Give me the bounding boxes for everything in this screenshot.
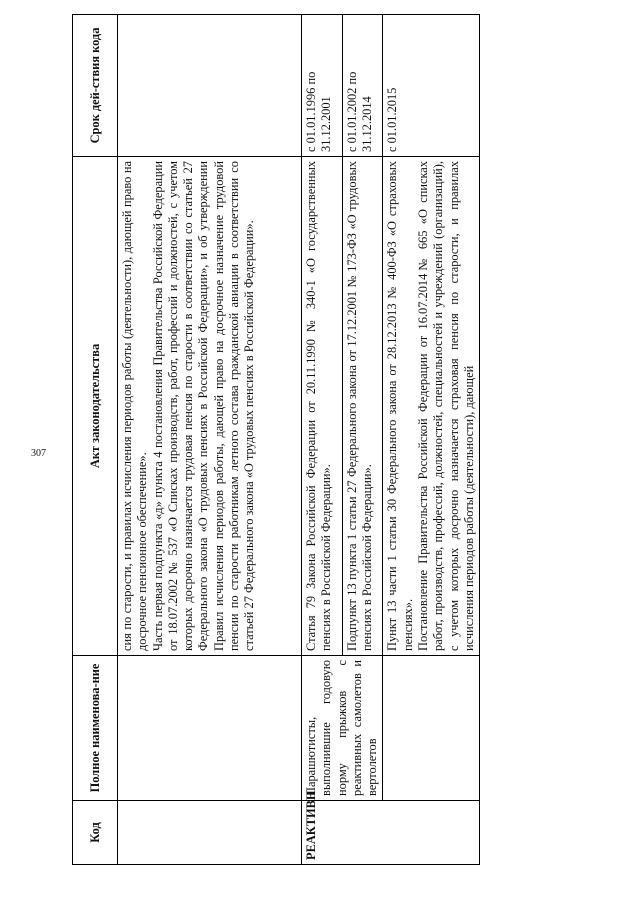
rotated-page <box>72 15 632 865</box>
legislation-table <box>72 14 480 865</box>
act-paragraph: Часть первая подпункта «д» пункта 4 постановления Правительства Российской Федерации от 18.07.2002 № 537 «О Списках производств, работ, профессий и должностей, с учетом которых досрочно назначается трудовая пенсия по старости в соответствии со статьей 27 Федерального закона «О трудовых пенсиях в Российской Федерации», и об утверждении Правил исчисления периодов работы, дающей право на досрочное назначение трудовой пенсии по старости работникам летного состава гражданской авиации в соответствии со статьей 27 Федерального закона «О трудовых пенсиях в Российской Федерации». <box>150 161 257 651</box>
header-term: Срок дей-ствия кода <box>73 15 118 157</box>
code-cell: РЕАКТИВН <box>302 801 480 865</box>
act-paragraph: Пункт 13 части 1 статьи 30 Федерального закона от 28.12.2013 № 400-ФЗ «О страховых пенсиях». <box>385 161 415 651</box>
act-cell <box>118 157 302 656</box>
act-cell <box>383 157 480 656</box>
header-name: Полное наименова-ние <box>73 656 118 801</box>
term-cell: с 01.01.2015 <box>383 15 480 157</box>
name-cell <box>383 656 480 801</box>
act-paragraph: сия по старости, и правилах исчисления периодов работы (деятельности), дающей право на досрочное пенсионное обеспечение». <box>120 161 150 651</box>
act-paragraph: Постановление Правительства Российской Федерации от 16.07.2014№ 665 «О списках работ, производств, профессий, должностей, специальностей и учреждений (организаций), с учетом которых досрочно назначается страховая пенсия по старости, и правилах исчисления периодов работы (деятельности), дающей <box>416 161 476 651</box>
name-cell: Парашютисты, выполнившие годовую норму прыжков с реактивных самолетов и вертолетов <box>302 656 383 801</box>
page-number: 307 <box>31 448 46 459</box>
table-row <box>383 15 480 865</box>
act-cell: Подпункт 13 пункта 1 статьи 27 Федерального закона от 17.12.2001 № 173-ФЗ «О трудовых пенсиях в Российской Федерации». <box>342 157 383 656</box>
act-cell: Статья 79 Закона Российской Федерации от 20.11.1990 № 340-1 «О государственных пенсиях в Российской Федерации». <box>302 157 343 656</box>
term-cell: с 01.01.2002 по 31.12.2014 <box>342 15 383 157</box>
table-row <box>302 15 343 865</box>
table-header-row <box>73 15 118 865</box>
table-row <box>118 15 302 865</box>
code-cell <box>118 801 302 865</box>
header-code: Код <box>73 801 118 865</box>
header-act: Акт законодательства <box>73 157 118 656</box>
term-cell: с 01.01.1996 по 31.12.2001 <box>302 15 343 157</box>
name-cell <box>118 656 302 801</box>
term-cell <box>118 15 302 157</box>
